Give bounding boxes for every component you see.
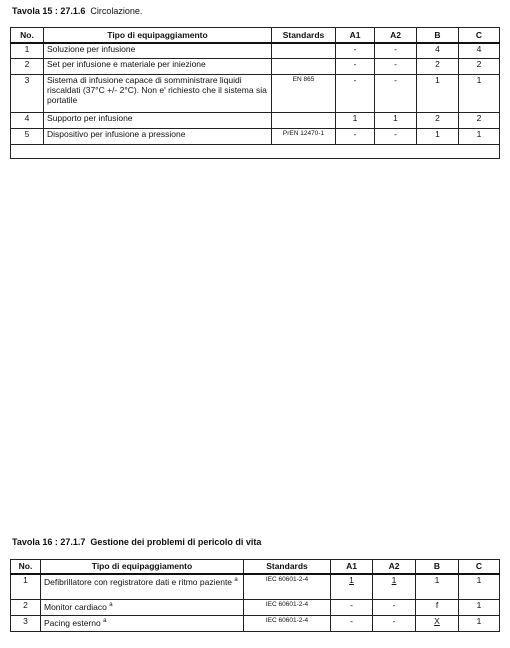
row-desc: Pacing esterno	[44, 617, 101, 628]
row-a1: -	[336, 129, 375, 145]
table-row	[11, 600, 500, 616]
table16-header-a1: A1	[331, 560, 373, 574]
row-std	[272, 113, 336, 129]
row-a2: -	[373, 616, 416, 632]
table-row-empty	[11, 145, 500, 159]
row-b: 2	[417, 59, 459, 75]
row-a2: -	[375, 43, 417, 59]
row-c: 2	[459, 59, 500, 75]
row-no: 1	[11, 574, 41, 600]
table15-header-a1: A1	[336, 28, 375, 43]
row-a2: -	[375, 59, 417, 75]
row-a2: 1	[373, 574, 416, 600]
row-a2: -	[375, 75, 417, 113]
table-row	[11, 129, 500, 145]
table16-header-row	[11, 560, 500, 574]
row-b: 1	[417, 129, 459, 145]
row-a2: 1	[375, 113, 417, 129]
row-std	[272, 59, 336, 75]
table16-header-c: C	[459, 560, 500, 574]
footnote-marker: a	[109, 602, 113, 608]
row-c: 1	[459, 574, 500, 600]
table15-caption-title: Circolazione.	[90, 6, 143, 16]
table16-caption	[12, 537, 261, 547]
row-desc-cell	[41, 616, 244, 632]
row-a1: 1	[331, 574, 373, 600]
row-c: 1	[459, 129, 500, 145]
row-c: 4	[459, 43, 500, 59]
row-std: EN 865	[272, 75, 336, 113]
row-a1: -	[336, 59, 375, 75]
row-no: 5	[11, 129, 44, 145]
row-desc-cell	[41, 574, 244, 600]
table15-header-row	[11, 28, 500, 43]
table16-header-a2: A2	[373, 560, 416, 574]
row-a1: -	[331, 600, 373, 616]
row-std: IEC 60601-2-4	[244, 616, 331, 632]
row-desc: Monitor cardiaco	[44, 601, 107, 612]
table-row	[11, 113, 500, 129]
row-a1: -	[331, 616, 373, 632]
table-row	[11, 75, 500, 113]
table16-header-type: Tipo di equipaggiamento	[41, 560, 244, 574]
row-a1: 1	[336, 113, 375, 129]
row-c: 2	[459, 113, 500, 129]
footnote-marker: a	[103, 618, 107, 624]
row-a2: -	[375, 129, 417, 145]
table15-header-c: C	[459, 28, 500, 43]
table16-header-standards: Standards	[244, 560, 331, 574]
row-b: 4	[417, 43, 459, 59]
table15-header-standards: Standards	[272, 28, 336, 43]
row-a2: -	[373, 600, 416, 616]
table16-caption-label: Tavola 16 : 27.1.7	[12, 537, 86, 547]
row-no: 2	[11, 600, 41, 616]
footnote-marker: a	[234, 576, 238, 583]
row-desc-cell	[41, 600, 244, 616]
row-no: 1	[11, 43, 44, 59]
table15-header-type: Tipo di equipaggiamento	[44, 28, 272, 43]
row-a1: -	[336, 75, 375, 113]
row-std: IEC 60601-2-4	[244, 574, 331, 600]
table16-header-no: No.	[11, 560, 41, 574]
table-row	[11, 43, 500, 59]
row-no: 3	[11, 616, 41, 632]
row-c: 1	[459, 75, 500, 113]
row-b: 1	[417, 75, 459, 113]
row-c: 1	[459, 616, 500, 632]
table15-caption	[12, 6, 142, 16]
row-no: 4	[11, 113, 44, 129]
table16-caption-title: Gestione dei problemi di pericolo di vita	[90, 537, 262, 547]
row-no: 2	[11, 59, 44, 75]
row-b: f	[416, 600, 459, 616]
row-b: 1	[416, 574, 459, 600]
row-desc: Defibrillatore con registratore dati e ritmo paziente	[44, 576, 233, 587]
table15-header-b: B	[417, 28, 459, 43]
table15-header-a2: A2	[375, 28, 417, 43]
row-desc: Supporto per infusione	[44, 113, 272, 129]
row-a1: -	[336, 43, 375, 59]
row-desc: Dispositivo per infusione a pressione	[44, 129, 272, 145]
row-std	[272, 43, 336, 59]
table16	[10, 559, 500, 632]
table-row	[11, 574, 500, 600]
row-desc: Set per infusione e materiale per iniezione	[44, 59, 272, 75]
empty-cell	[11, 145, 500, 159]
table15-header-no: No.	[11, 28, 44, 43]
table-row	[11, 616, 500, 632]
table16-header-b: B	[416, 560, 459, 574]
row-b: X	[416, 616, 459, 632]
table15	[10, 27, 500, 159]
row-c: 1	[459, 600, 500, 616]
row-desc: Soluzione per infusione	[44, 43, 272, 59]
row-b: 2	[417, 113, 459, 129]
table-row	[11, 59, 500, 75]
row-std: PrEN 12470-1	[272, 129, 336, 145]
row-no: 3	[11, 75, 44, 113]
table15-caption-label: Tavola 15 : 27.1.6	[12, 6, 86, 16]
row-std: IEC 60601-2-4	[244, 600, 331, 616]
row-desc: Sistema di infusione capace di somministrare liquidi riscaldati (37°C +/- 2°C). Non e' richiesto che il sistema sia portatile	[44, 75, 272, 113]
